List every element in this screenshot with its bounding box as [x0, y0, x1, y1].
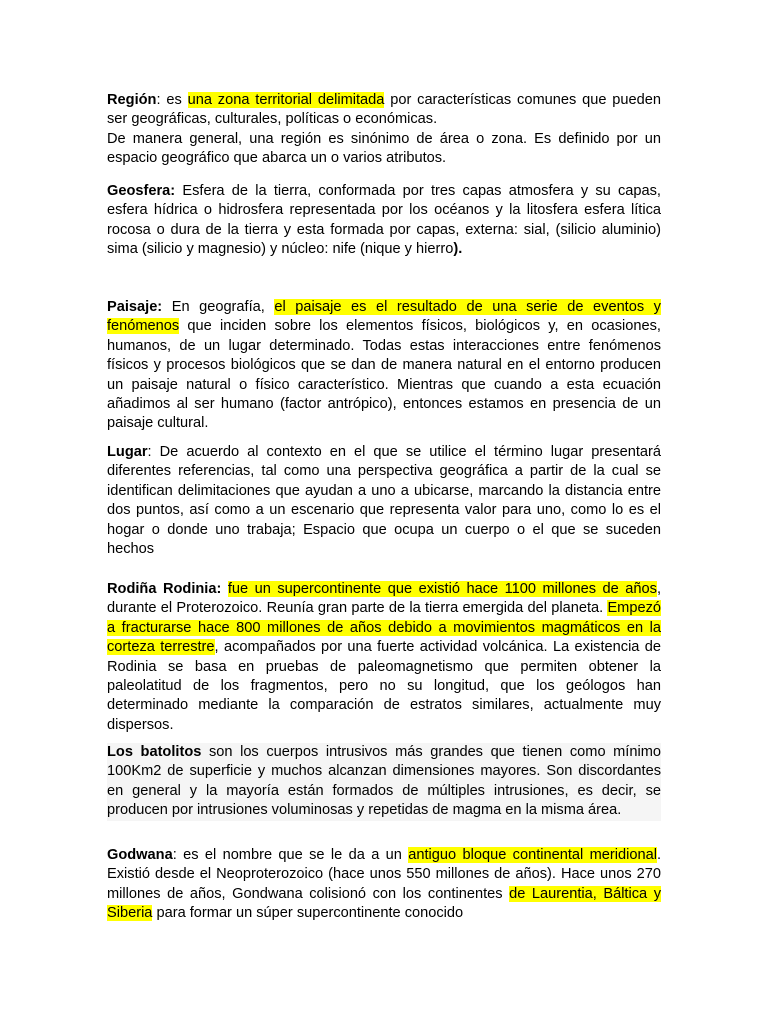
highlight-godwana-1: antiguo bloque continental meridional [408, 847, 657, 863]
term-region: Región [107, 92, 157, 108]
text-span: De manera general, una región es sinónimo de área o zona. Es definido por un espacio geográfico que abarca un o varios atributos. [107, 130, 661, 167]
text-span: para formar un súper supercontinente conocido [152, 905, 464, 922]
highlight-region: una zona territorial delimitada [187, 92, 385, 108]
highlight-godwana-2: de Laurentia, Báltica y Siberia [107, 885, 661, 922]
highlight-rodinia-2: Empezó a fracturarse hace 800 millones de años debido a movimientos magmáticos en la corteza terrestre [107, 600, 661, 656]
term-geosfera: Geosfera: [107, 183, 176, 199]
text-span: : De acuerdo al contexto en el que se utilice el término lugar presentará diferentes referencias, tal como una perspectiva geográfica a partir de la cual se identifican delimitaciones que ayudan a uno a ubicarse, marcando la distancia entre dos puntos, así como a un escenario que representa valor para uno, como lo es el hogar o donde uno trabaja; Espacio que ocupa un cuerpo o el que se suceden hechos [107, 444, 661, 558]
highlight-rodinia-1: fue un supercontinente que existió hace 1100 millones de años [227, 581, 657, 597]
paragraph-lugar [107, 443, 661, 559]
text-span: : es [156, 92, 188, 108]
paragraph-rodinia [107, 580, 661, 735]
text-span: : es el nombre que se le da a un [172, 847, 409, 863]
term-godwana: Godwana [107, 847, 173, 863]
text-span: ). [453, 241, 463, 258]
text-span: son los cuerpos intrusivos más grandes que tienen como mínimo 100Km2 de superficie y muchos alcanzan dimensiones mayores. Son discordantes en general y la mayoría están formados de múltiples intrusiones, es decir, se producen por intrusiones voluminosas y repetidas de magma en la misma área. [107, 744, 661, 819]
highlight-paisaje: el paisaje es el resultado de una serie de eventos y fenómenos [107, 299, 661, 335]
text-span: que inciden sobre los elementos físicos, biológicos y, en ocasiones, humanos, de un lugar determinado. Todas estas interacciones entre fenómenos físicos y procesos biológicos que se dan de manera natural en el entorno producen un paisaje natural o físico característico. Mientras que cuando a esta ecuación añadimos al ser humano (factor antrópico), entonces estamos en presencia de un paisaje cultural. [107, 318, 661, 432]
paragraph-godwana [107, 846, 661, 924]
term-batolitos: Los batolitos [107, 744, 202, 760]
text-span: Esfera de la tierra, conformada por tres capas atmosfera y su capas, esfera hídrica o hidrosfera representada por los océanos y la litosfera esfera lítica rocosa o dura de la tierra y esta formada por capas, externa: sial, (silicio aluminio) sima (silicio y magnesio) y núcleo: nife (nique y hierro [107, 183, 661, 258]
term-lugar: Lugar [107, 444, 148, 460]
text-span: , acompañados por una fuerte actividad volcánica. La existencia de Rodinia se basa en pruebas de paleomagnetismo que permiten obtener la paleolatitud de los fragmentos, pero no su longitud, que los geólogos han determinado mediante la comparación de estratos similares, actualmente muy dispersos. [107, 639, 662, 733]
paragraph-paisaje [107, 298, 661, 434]
text-span: En geografía, [162, 299, 275, 315]
term-paisaje: Paisaje: [107, 299, 163, 315]
paragraph-geosfera [107, 182, 661, 260]
text-span: , durante el Proterozoico. Reunía gran parte de la tierra emergida del planeta. [107, 581, 661, 617]
text-span: . Existió desde el Neoproterozoico (hace unos 550 millones de años). Hace unos 270 millones de años, Gondwana colisionó con los continentes [107, 847, 661, 902]
text-span [221, 581, 228, 597]
paragraph-batolitos [107, 743, 661, 821]
paragraph-region [107, 91, 661, 169]
text-span: por características comunes que pueden ser geográficas, culturales, políticas o económicas. [107, 92, 661, 128]
term-rodinia: Rodiña Rodinia: [107, 581, 222, 597]
